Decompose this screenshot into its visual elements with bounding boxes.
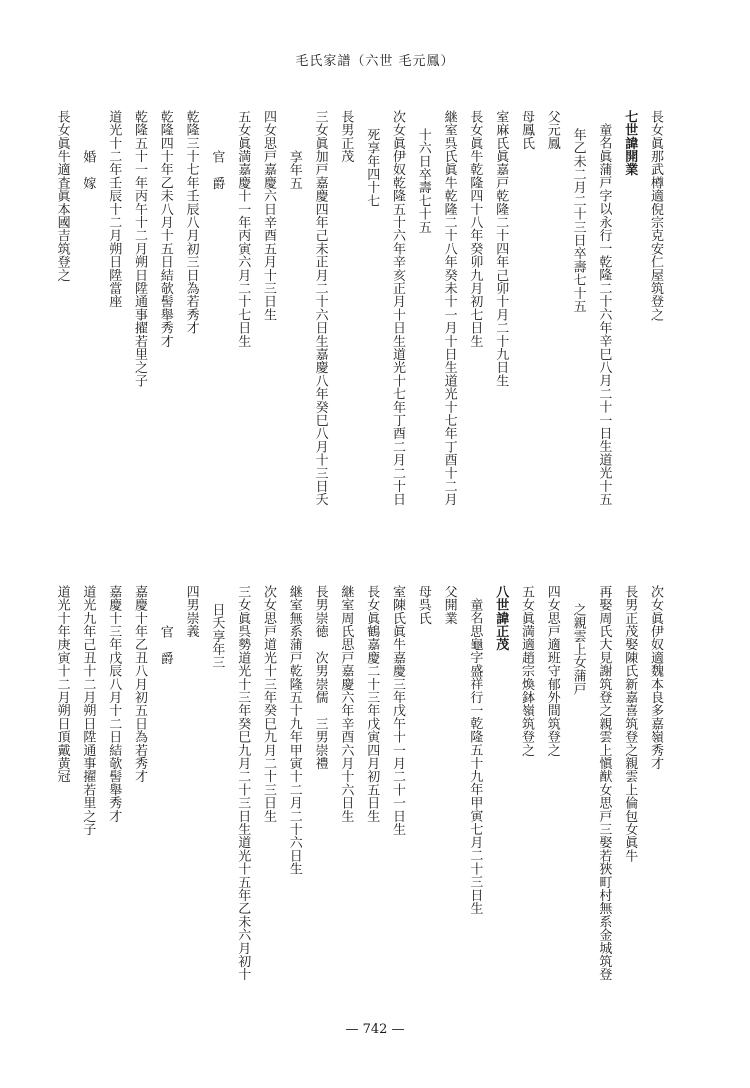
upper-column: 三女眞加戸嘉慶四年己未正月二十六日生嘉慶八年癸巳八月十三日夭 xyxy=(312,110,328,506)
lower-column: 五女眞満適趙宗煥鉢嶺筑登之 xyxy=(519,585,534,757)
upper-column: 年乙未二月二十三日卒壽七十五 xyxy=(570,128,586,313)
upper-column: 長女眞牛適査眞本國吉筑登之 xyxy=(54,110,70,282)
page-number: — 742 — xyxy=(345,1022,405,1037)
upper-column: 乾隆五十一年丙午十二月朔日陞通事擢若里之子 xyxy=(132,110,147,388)
lower-column: 長女眞鶴嘉慶二十三年戊寅四月初五日生 xyxy=(364,585,380,823)
upper-column: 四女思戸嘉慶六日辛酉五月十三日生 xyxy=(261,110,276,322)
lower-column: 長男崇徳 次男崇儒 三男崇禮 xyxy=(312,585,328,770)
lower-column: 次女思戸道光十三年癸巳九月二十三日生 xyxy=(261,585,276,823)
lower-column: 嘉慶十三年戊辰八月十二日結欹髻舉秀才 xyxy=(106,585,122,823)
upper-column: 乾隆三十七年壬辰八月初三日為若秀才 xyxy=(183,110,199,335)
upper-column: 婚 嫁 xyxy=(80,150,96,190)
lower-column: 八世諱正茂 xyxy=(493,585,509,651)
upper-column: 長女眞牛乾隆四十八年癸卯九月初七日生 xyxy=(467,110,483,348)
upper-column: 官 爵 xyxy=(209,150,225,190)
upper-column: 享年五 xyxy=(286,150,302,190)
lower-column: 再娶周氏大見謝筑登之親雲上愼猷女思戸三娶若狹町村無系金城筑登 xyxy=(596,585,612,981)
lower-column: 童名思龜字盛祥行一乾隆五十九年甲寅七月二十三日生 xyxy=(467,598,483,915)
running-header: 毛氏家譜（六世 毛元鳳） xyxy=(295,54,455,69)
lower-column: 四女思戸適班守郁外間筑登之 xyxy=(544,585,560,757)
lower-column: 日夭享年三 xyxy=(209,603,225,669)
lower-column: 三女眞呉勢道光十三年癸巳九月二十三日生道光十五年乙未六月初十 xyxy=(235,585,251,981)
upper-column: 乾隆四十年乙未八月十五日結欹髻舉秀才 xyxy=(157,110,173,348)
upper-column: 次女眞伊奴乾隆五十六年辛亥正月十日生道光十七年丁酉二月二十日 xyxy=(390,110,405,506)
lower-column: 嘉慶十年乙丑八月初五日為若秀才 xyxy=(132,585,147,783)
lower-column: 道光十年庚寅十二月朔日頂戴黄冠 xyxy=(54,585,70,783)
lower-column: 継室無系蒲戸乾隆五十九年甲寅十二月二十六日生 xyxy=(286,585,302,876)
upper-column: 死享年四十七 xyxy=(364,128,380,208)
lower-column: 室陳氏眞牛嘉慶三年戊午十一月二十一日生 xyxy=(390,585,405,836)
lower-column: 長男正茂娶陳氏新嘉喜筑登之親雲上倫包女眞牛 xyxy=(622,585,638,863)
lower-column: 父開業 xyxy=(441,585,457,625)
upper-column: 十六日卒壽七十五 xyxy=(415,128,431,234)
upper-column: 童名眞蒲戸字以永行一乾隆二十六年辛巳八月二十一日生道光十五 xyxy=(596,123,612,506)
upper-column: 長男正茂 xyxy=(338,110,354,163)
lower-column: 母呉氏 xyxy=(415,585,431,625)
lower-column: 継室周氏思戸嘉慶六年辛酉六月十六日生 xyxy=(338,585,354,823)
upper-column: 五女眞満嘉慶十一年丙寅六月二十七日生 xyxy=(235,110,251,348)
upper-column: 長女眞那武樽適倪宗克安仁屋筑登之 xyxy=(648,110,663,322)
lower-column: 次女眞伊奴適魏本良多嘉嶺秀才 xyxy=(648,585,663,770)
lower-column: 四男崇義 xyxy=(183,585,199,638)
upper-column: 道光十二年壬辰十二月朔日陞當座 xyxy=(106,110,122,308)
upper-column: 母鳳氏 xyxy=(519,110,534,150)
upper-column: 室麻氏眞嘉戸乾隆二十四年己卯十月二十九日生 xyxy=(493,110,509,388)
upper-column: 継室呉氏眞牛乾隆二十八年癸未十一月十日生道光十七年丁酉十二月 xyxy=(441,110,457,506)
lower-column: 道光九年己丑十二月朔日陞通事擢若里之子 xyxy=(80,585,96,836)
lower-column: 之親雲上女蒲戸 xyxy=(570,603,586,696)
lower-column: 官 爵 xyxy=(157,625,173,665)
upper-column: 七世諱開業 xyxy=(622,110,638,176)
upper-column: 父元鳳 xyxy=(544,110,560,150)
